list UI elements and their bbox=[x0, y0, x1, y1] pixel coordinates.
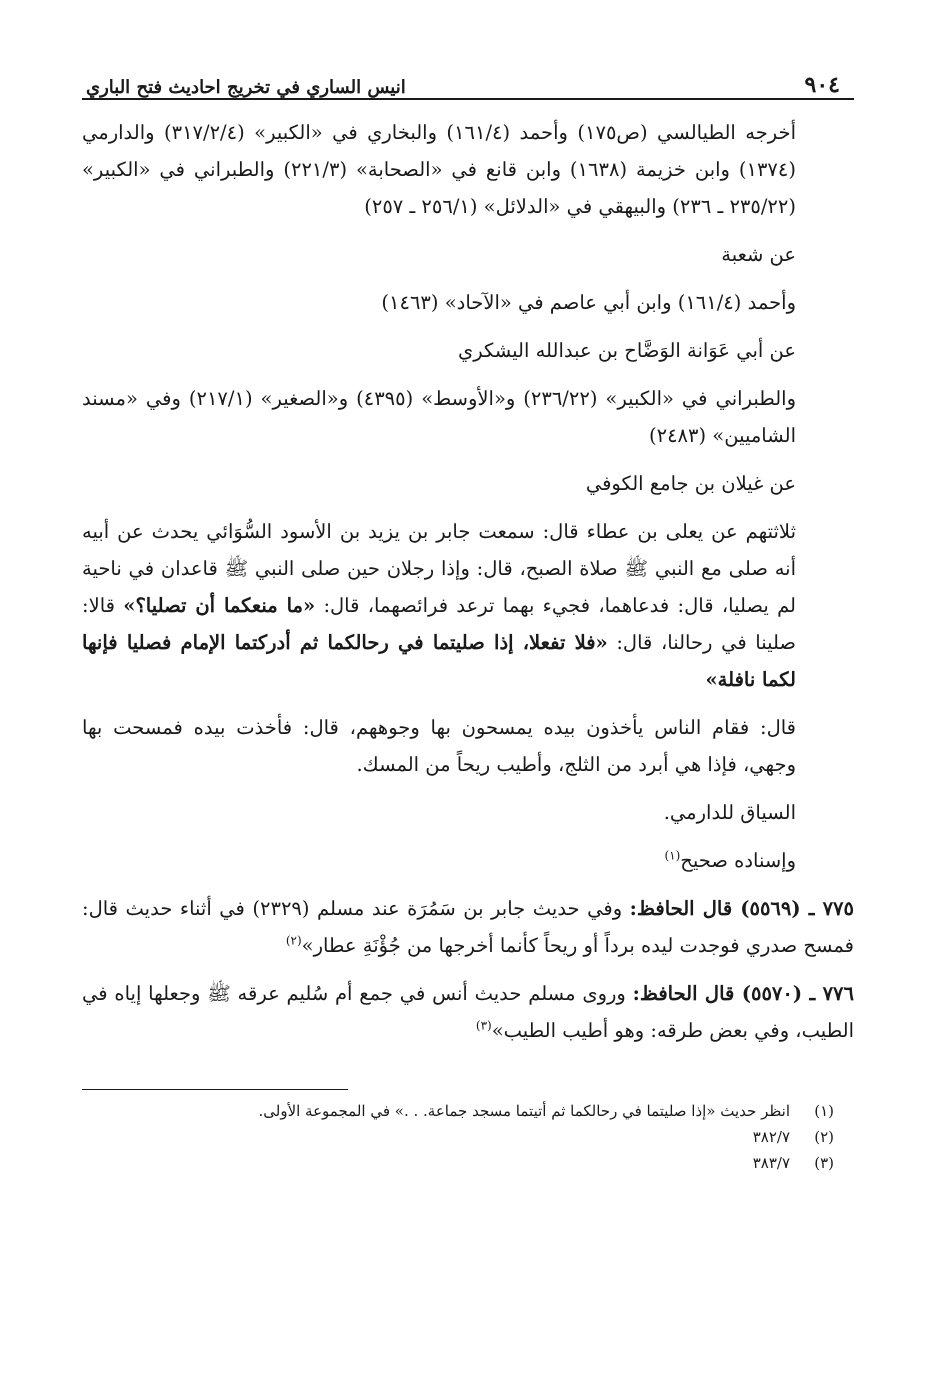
paragraph: عن غيلان بن جامع الكوفي bbox=[585, 472, 796, 495]
paragraph: أخرجه الطيالسي (ص١٧٥) وأحمد (١٦١/٤) والبخاري في «الكبير» (٣١٧/٢/٤) والدارمي (١٣٧٤) وابن خزيمة (١٦٣٨) وابن قانع في «الصحابة» (٢٢١/٣) والطبراني في «الكبير» (٢٣٥/٢٢ ـ ٢٣٦) والبيهقي في «الدلائل» (٢٥٦/١ ـ ٢٥٧) bbox=[82, 121, 796, 218]
paragraph: عن أبي عَوَانة الوَضَّاح بن عبدالله اليشكري bbox=[457, 339, 796, 362]
page-number: ٩٠٤ bbox=[804, 72, 840, 98]
isnad-note: وإسناده صحيح bbox=[680, 849, 796, 872]
footnote bbox=[82, 1124, 854, 1150]
narration: قالا: صلينا في رحالنا، قال: bbox=[82, 594, 796, 654]
prophet-quote: «ما منعكما أن تصليا؟» bbox=[123, 594, 316, 617]
footnote-ref: (٢) bbox=[285, 933, 302, 948]
footnote-ref: (٣) bbox=[475, 1018, 492, 1033]
footnote-number: (٣) bbox=[814, 1154, 834, 1172]
footnote-text: ٣٨٣/٧ bbox=[752, 1154, 790, 1172]
page-header bbox=[82, 62, 854, 100]
paragraph: والطبراني في «الكبير» (٢٣٦/٢٢) و«الأوسط» (٤٣٩٥) و«الصغير» (٢١٧/١) وفي «مسند الشاميين» (٢٤٨٣) bbox=[82, 387, 797, 447]
hadith-text bbox=[82, 513, 854, 698]
narration: ثلاثتهم عن يعلى بن عطاء قال: سمعت جابر بن يزيد بن الأسود السُّوَائي يحدث عن أبيه أنه صلى مع النبي ﷺ صلاة الصبح، قال: وإذا رجلان حين صلى النبي ﷺ قاعدان في ناحية لم يصليا، قال: فدعاهما، فجيء بهما ترعد فرائصهما، قال: bbox=[82, 520, 796, 617]
footnotes bbox=[82, 1098, 854, 1176]
paragraph: وأحمد (١٦١/٤) وابن أبي عاصم في «الآحاد» (١٤٦٣) bbox=[381, 291, 796, 314]
footnote-ref: (١) bbox=[664, 848, 681, 863]
footnote-number: (١) bbox=[814, 1102, 834, 1120]
entry-heading: ٧٧٦ ـ (٥٥٧٠) قال الحافظ: bbox=[632, 982, 854, 1005]
entry-776 bbox=[82, 975, 854, 1049]
main-text bbox=[82, 114, 854, 1049]
prophet-quote: «فلا تفعلا، إذا صليتما في رحالكما ثم أدركتما الإمام فصليا فإنها لكما نافلة» bbox=[82, 631, 796, 691]
page bbox=[82, 62, 854, 1176]
entry-text: وفي حديث جابر بن سَمُرَة عند مسلم (٢٣٢٩) في أثناء حديث قال: فمسح صدري فوجدت ليده برداً أو ريحاً كأنما أخرجها من جُؤْنَةِ عطار» bbox=[82, 897, 854, 957]
footnote-text: ٣٨٢/٧ bbox=[752, 1128, 790, 1146]
paragraph: السياق للدارمي. bbox=[663, 801, 796, 824]
entry-heading: ٧٧٥ ـ (٥٥٦٩) قال الحافظ: bbox=[629, 897, 854, 920]
footnote bbox=[82, 1098, 854, 1124]
paragraph: عن شعبة bbox=[721, 243, 796, 266]
footnote-number: (٢) bbox=[814, 1128, 834, 1146]
footnote-text: انظر حديث «إذا صليتما في رحالكما ثم أتيتما مسجد جماعة. . .» في المجموعة الأولى. bbox=[258, 1102, 790, 1120]
paragraph: قال: فقام الناس يأخذون بيده يمسحون بها وجوههم، قال: فأخذت بيده فمسحت بها وجهي، فإذا هي أبرد من الثلج، وأطيب ريحاً من المسك. bbox=[82, 716, 796, 776]
footnote bbox=[82, 1150, 854, 1176]
entry-775 bbox=[82, 890, 854, 964]
footnote-separator bbox=[82, 1089, 348, 1090]
running-title: انيس الساري في تخريج احاديث فتح الباري bbox=[86, 77, 406, 98]
paragraph bbox=[82, 842, 854, 879]
entry-text: وروى مسلم حديث أنس في جمع أم سُليم عرقه ﷺ وجعلها إياه في الطيب، وفي بعض طرقه: وهو أطيب الطيب» bbox=[82, 982, 854, 1042]
